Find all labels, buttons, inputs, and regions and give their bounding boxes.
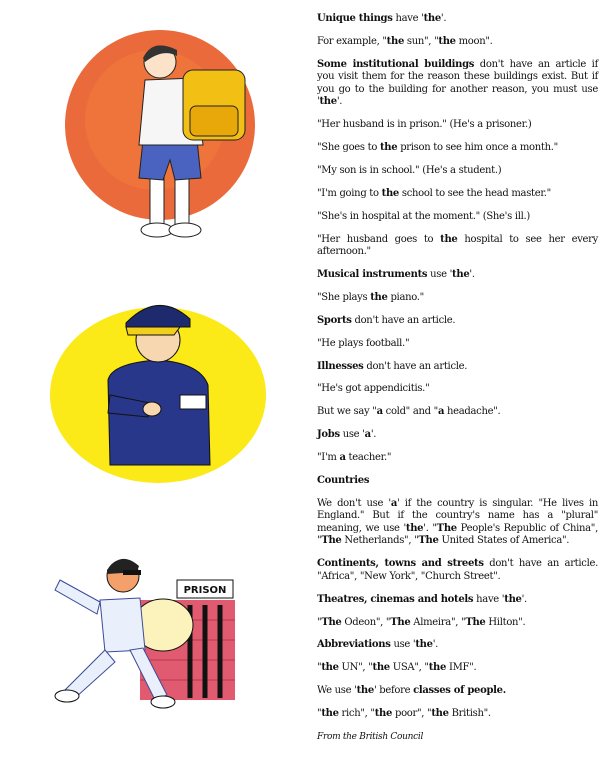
p-source: From the British Council	[317, 732, 424, 743]
p-classes: We use 'the' before classes of people.	[317, 685, 506, 697]
p-football: "He plays football."	[317, 337, 410, 349]
p-abbreviations: Abbreviations use 'the'.	[317, 639, 439, 651]
student-with-backpack-icon	[35, 20, 285, 245]
p-school-1: "My son is in school." (He's a student.)	[317, 164, 502, 176]
p-prison-1: "Her husband is in prison." (He's a prisoner.)	[317, 119, 532, 131]
p-theatres: Theatres, cinemas and hotels have 'the'.	[317, 593, 527, 605]
p-appendicitis: "He's got appendicitis."	[317, 383, 430, 395]
p-hospital-1: "She's in hospital at the moment." (She's ill.)	[317, 210, 531, 222]
escaping-prisoner-icon	[45, 540, 255, 725]
p-institutional: Some institutional buildings don't have an article if you visit them for the reason these buildings exist. But if you go to the building for another reason, you must use 'the'.	[317, 58, 598, 108]
p-example: For example, "the sun", "the moon".	[317, 35, 493, 47]
article-usage-text	[317, 13, 598, 754]
p-musical: Musical instruments use 'the'.	[317, 269, 475, 281]
p-piano: "She plays the piano."	[317, 291, 424, 303]
p-teacher: "I'm a teacher."	[317, 452, 392, 464]
p-countries: Countries	[317, 475, 370, 487]
p-illnesses: Illnesses don't have an article.	[317, 360, 468, 372]
p-cold: But we say "a cold" and "a headache".	[317, 406, 501, 418]
p-continents: Continents, towns and streets don't have an article. "Africa", "New York", "Church Street".	[317, 558, 598, 582]
p-prison-2: "She goes to the prison to see him once a month."	[317, 142, 558, 154]
p-sports: Sports don't have an article.	[317, 314, 456, 326]
p-rich: "the rich", "the poor", "the British".	[317, 708, 491, 720]
p-unique: Unique things have 'the'.	[317, 13, 447, 24]
police-officer-icon	[40, 285, 270, 485]
prison-sign: PRISON	[183, 585, 227, 596]
p-odeon: "The Odeon", "The Almeira", "The Hilton".	[317, 616, 526, 628]
p-hospital-2: "Her husband goes to the hospital to see her every afternoon."	[317, 233, 598, 258]
p-countries-body: We don't use 'a' if the country is singular. "He lives in England." But if the country's name has a "plural" meaning, we use 'the'. "The People's Republic of China", "The Netherlands", "The United States of America".	[317, 497, 598, 547]
p-jobs: Jobs use 'a'.	[317, 429, 377, 441]
p-school-2: "I'm going to the school to see the head master."	[317, 187, 551, 199]
p-un: "the UN", "the USA", "the IMF".	[317, 662, 477, 674]
